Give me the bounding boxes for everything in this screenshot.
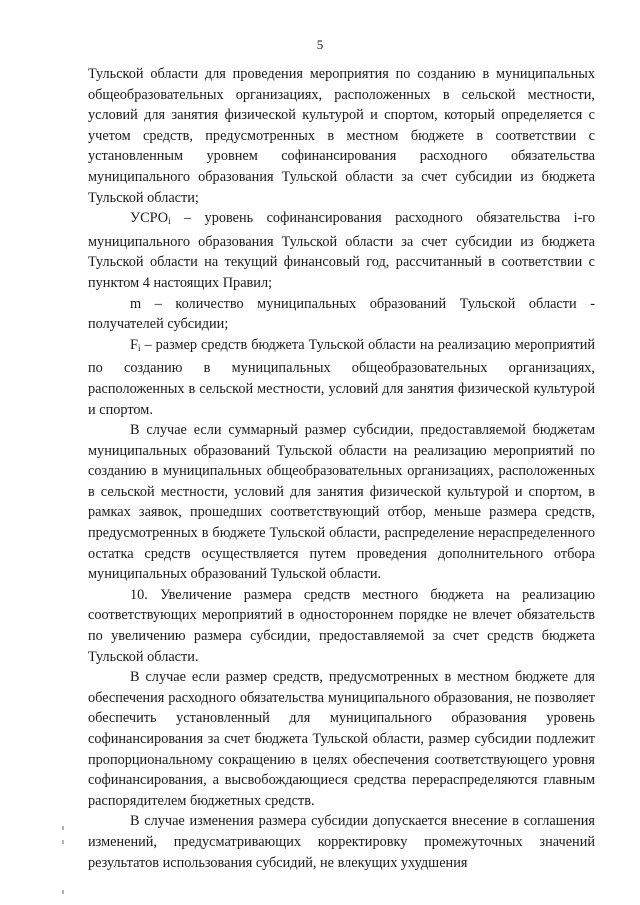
- symbol-usro: УСРО: [130, 210, 169, 227]
- paragraph-text: – уровень софинансирования расходного обязательства i-го муниципального образования Тульской области за счет субсидии из бюджета Тульской области на текущий финансовый год, рассчитанный в соответствии с пунктом 4 настоящих Правил;: [88, 210, 595, 291]
- document-body: [88, 64, 595, 873]
- symbol-subscript: i: [168, 216, 171, 227]
- paragraph-text: В случае изменения размера субсидии допускается внесение в соглашения изменений, предусматривающих корректировку промежуточных значений результатов использования субсидий, не влекущих ухудшения: [88, 813, 595, 871]
- paragraph-m-definition: [88, 294, 595, 335]
- paragraph-text: В случае если размер средств, предусмотренных в местном бюджете для обеспечения расходного обязательства муниципального образования, не позволяет обеспечить установленный для муниципального образования уровень софинансирования за счет бюджета Тульской области, размер субсидии подлежит пропорциональному сокращению в целях обеспечения соответствующего уровня софинансирования, а высвобождающиеся средства перераспределяются главным распорядителем бюджетных средств.: [88, 669, 595, 809]
- paragraph-f-definition: [88, 335, 595, 420]
- paragraph-agreement-changes: [88, 811, 595, 873]
- page-number: 5: [316, 37, 324, 52]
- scan-artifact: [62, 840, 64, 844]
- paragraph-text: m – количество муниципальных образований Тульской области - получателей субсидии;: [88, 295, 595, 333]
- paragraph-text: Тульской области для проведения мероприятия по созданию в муниципальных общеобразовательных организациях, расположенных в сельской местности, условий для занятия физической культурой и спортом, который определяется с учетом средств, предусмотренных в местном бюджете в соответствии с установленным уровнем софинансирования расходного обязательства муниципального образования Тульской области за счет субсидии из бюджета Тульской области;: [88, 66, 595, 206]
- paragraph-subsidy-reduction: [88, 667, 595, 811]
- paragraph-text: В случае если суммарный размер субсидии, предоставляемой бюджетам муниципальных образований Тульской области на реализацию мероприятий по созданию в муниципальных общеобразовательных организациях, расположенных в сельской местности, условий для занятия физической культурой и спортом, в рамках заявок, прошедших соответствующий отбор, меньше размера средств, предусмотренных в бюджете Тульской области, распределение нераспределенного остатка средств осуществляется путем проведения дополнительного отбора муниципальных образований Тульской области.: [88, 422, 595, 583]
- paragraph-continuation: [88, 64, 595, 208]
- symbol-subscript: i: [137, 342, 141, 353]
- paragraph-remainder-distribution: [88, 420, 595, 585]
- paragraph-item-10: [88, 585, 595, 667]
- paragraph-usro-definition: [88, 208, 595, 293]
- paragraph-text: – размер средств бюджета Тульской области на реализацию мероприятий по созданию в муниципальных общеобразовательных организациях, расположенных в сельской местности, условий для занятия физической культурой и спортом.: [88, 336, 595, 418]
- paragraph-text: 10. Увеличение размера средств местного бюджета на реализацию соответствующих мероприятий в одностороннем порядке не влечет обязательств по увеличению размера субсидии, предоставляемой за счет средств бюджета Тульской области.: [88, 586, 595, 665]
- scan-artifact: [62, 890, 64, 894]
- symbol-f: F: [130, 336, 138, 353]
- scan-artifact: [62, 826, 64, 830]
